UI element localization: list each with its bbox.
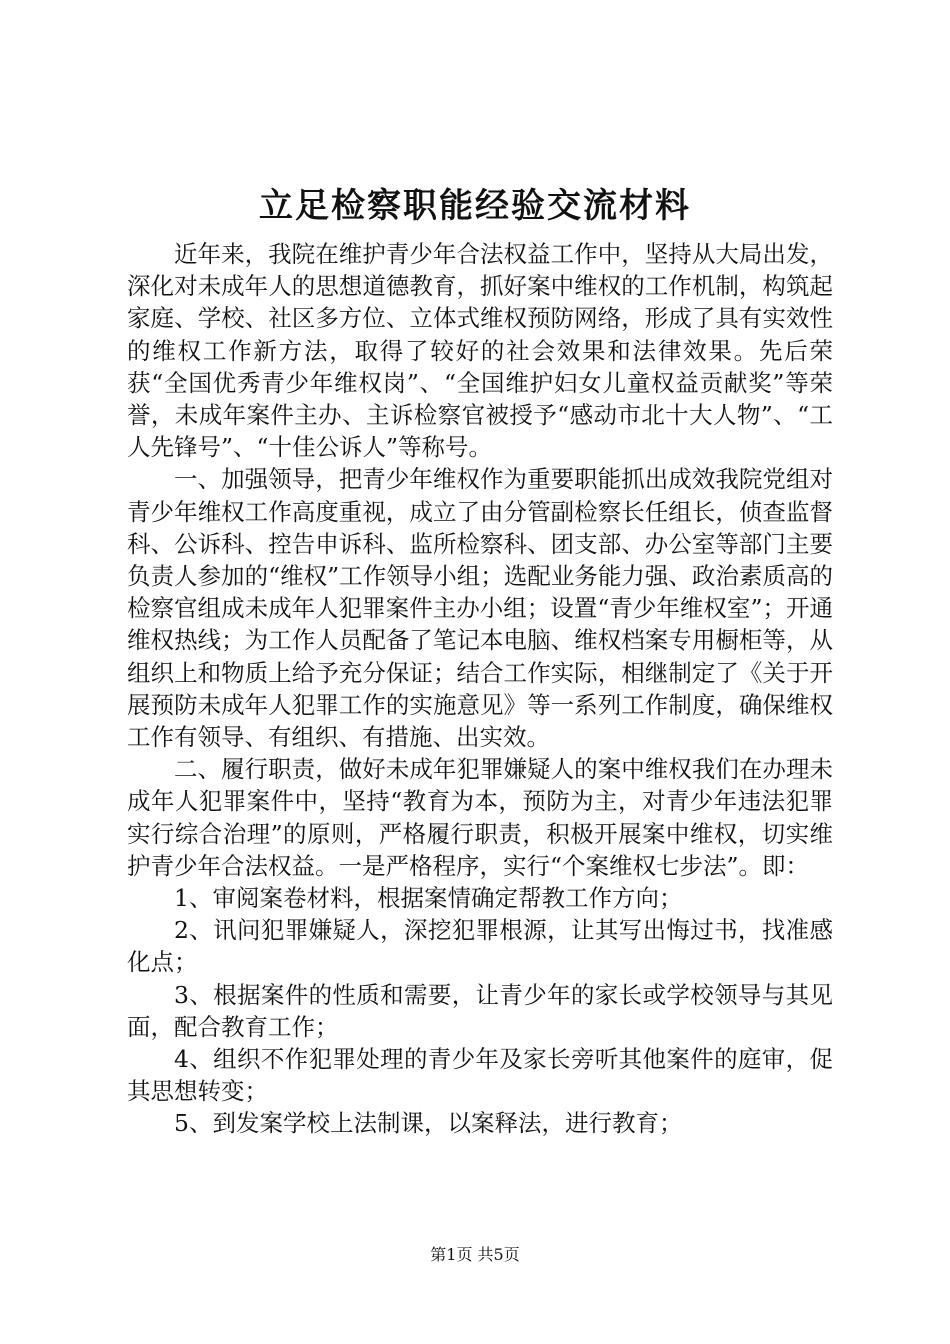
list-item-step-5: 5、到发案学校上法制课，以案释法，进行教育； [174, 1109, 683, 1138]
paragraph-section-two: 二、履行职责，做好未成年犯罪嫌疑人的案中维权我们在办理未成年人犯罪案件中，坚持“教育为本，预防为主，对青少年违法犯罪实行综合治理”的原则，严格履行职责，积极开展案中维权，切实维护青少年合法权益。一是严格程序，实行“个案维权七步法”。即： [127, 755, 833, 880]
list-item-step-4: 4、组织不作犯罪处理的青少年及家长旁听其他案件的庭审，促其思想转变； [127, 1045, 833, 1106]
paragraph-intro: 近年来，我院在维护青少年合法权益工作中，坚持从大局出发，深化对未成年人的思想道德教育，抓好案中维权的工作机制，构筑起家庭、学校、社区多方位、立体式维权预防网络，形成了具有实效性的维权工作新方法，取得了较好的社会效果和法律效果。先后荣获“全国优秀青少年维权岗”、“全国维护妇女儿童权益贡献奖”等荣誉，未成年案件主办、主诉检察官被授予“感动市北十大人物”、“工人先锋号”、“十佳公诉人”等称号。 [127, 240, 833, 462]
list-item-step-3: 3、根据案件的性质和需要，让青少年的家长或学校领导与其见面，配合教育工作； [127, 980, 833, 1041]
document-title: 立足检察职能经验交流材料 [259, 186, 691, 226]
paragraph-section-one: 一、加强领导，把青少年维权作为重要职能抓出成效我院党组对青少年维权工作高度重视，成立了由分管副检察长任组长，侦查监督科、公诉科、控告申诉科、监所检察科、团支部、办公室等部门主要负责人参加的“维权”工作领导小组；选配业务能力强、政治素质高的检察官组成未成年人犯罪案件主办小组；设置“青少年维权室”；开通维权热线；为工作人员配备了笔记本电脑、维权档案专用橱柜等，从组织上和物质上给予充分保证；结合工作实际，相继制定了《关于开展预防未成年人犯罪工作的实施意见》等一系列工作制度，确保维权工作有领导、有组织、有措施、出实效。 [127, 465, 833, 752]
list-item-step-2: 2、讯问犯罪嫌疑人，深挖犯罪根源，让其写出悔过书，找准感化点； [127, 916, 833, 977]
page-footer: 第1页 共5页 [430, 1245, 520, 1264]
list-item-step-1: 1、审阅案卷材料，根据案情确定帮教工作方向； [174, 884, 683, 913]
document-body [127, 238, 833, 1140]
